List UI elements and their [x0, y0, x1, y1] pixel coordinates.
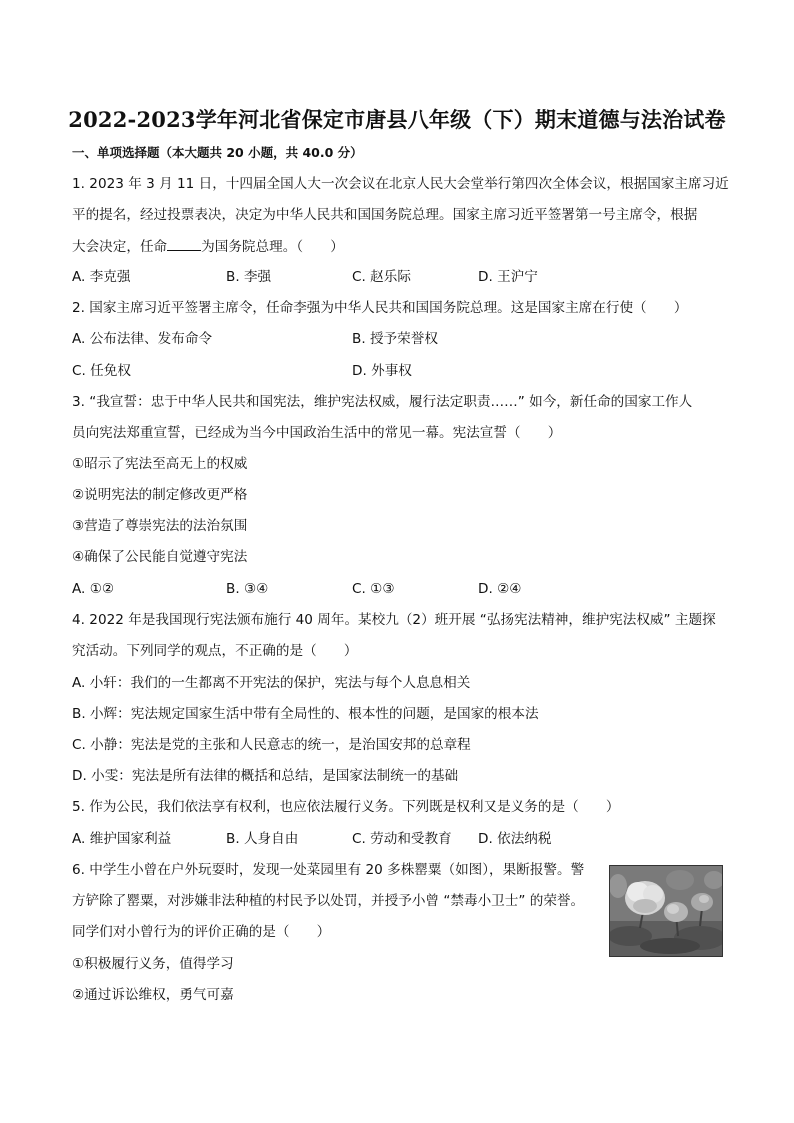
- q1-line-3-end: 为国务院总理。（ ）: [201, 239, 344, 255]
- poppy-photo: [609, 865, 723, 957]
- q2-option-b: B. 授予荣誉权: [352, 331, 438, 347]
- q4-line-2: 究活动。下列同学的观点，不正确的是（ ）: [72, 643, 358, 659]
- q4-option-a: A. 小轩：我们的一生都离不开宪法的保护，宪法与每个人息息相关: [72, 675, 471, 691]
- q1-line-2: 平的提名，经过投票表决，决定为中华人民共和国国务院总理。国家主席习近平签署第一号主席令，根据: [72, 207, 698, 223]
- q3-item-3: ③营造了尊崇宪法的法治氛围: [72, 518, 248, 534]
- q1-option-a: A. 李克强: [72, 269, 131, 285]
- q1-option-c: C. 赵乐际: [352, 269, 411, 285]
- answer-blank: [167, 237, 201, 251]
- q3-item-2: ②说明宪法的制定修改更严格: [72, 487, 248, 503]
- q5-option-a: A. 维护国家利益: [72, 831, 172, 847]
- q3-option-a: A. ①②: [72, 581, 115, 597]
- q3-line-2: 员向宪法郑重宣誓，已经成为当今中国政治生活中的常见一幕。宪法宣誓（ ）: [72, 425, 562, 441]
- q1-line-3-start: 大会决定，任命: [72, 239, 168, 255]
- q1-option-d: D. 王沪宁: [478, 269, 538, 285]
- q2-option-a: A. 公布法律、发布命令: [72, 331, 213, 347]
- q3-option-b: B. ③④: [226, 581, 269, 597]
- q4-option-d: D. 小雯：宪法是所有法律的概括和总结，是国家法制统一的基础: [72, 768, 459, 784]
- q6-item-1: ①积极履行义务，值得学习: [72, 956, 234, 972]
- q4-line-1: 4. 2022 年是我国现行宪法颁布施行 40 周年。某校九（2）班开展 “弘扬宪法精神，维护宪法权威” 主题探: [72, 612, 716, 628]
- q6-item-2: ②通过诉讼维权，勇气可嘉: [72, 987, 234, 1003]
- q4-option-b: B. 小辉：宪法规定国家生活中带有全局性的、根本性的问题，是国家的根本法: [72, 706, 539, 722]
- q5-option-c: C. 劳动和受教育: [352, 831, 452, 847]
- q3-line-1: 3. “我宣誓：忠于中华人民共和国宪法，维护宪法权威，履行法定职责……” 如今，新任命的国家工作人: [72, 394, 693, 410]
- exam-title: 2022-2023学年河北省保定市唐县八年级（下）期末道德与法治试卷: [68, 107, 726, 132]
- q6-line-1: 6. 中学生小曾在户外玩耍时，发现一处菜园里有 20 多株罂粟（如图），果断报警。警: [72, 862, 585, 878]
- section-heading: 一、单项选择题（本大题共 20 小题，共 40.0 分）: [72, 145, 363, 160]
- q1-line-3: [72, 237, 344, 256]
- q6-line-2: 方铲除了罂粟，对涉嫌非法种植的村民予以处罚，并授予小曾 “禁毒小卫士” 的荣誉。: [72, 893, 585, 909]
- q5-option-b: B. 人身自由: [226, 831, 299, 847]
- q5-option-d: D. 依法纳税: [478, 831, 552, 847]
- q2-option-c: C. 任免权: [72, 363, 131, 379]
- poppy-flower-illustration: [610, 866, 722, 956]
- q5-line-1: 5. 作为公民，我们依法享有权利，也应依法履行义务。下列既是权利又是义务的是（ ）: [72, 799, 620, 815]
- q2-line-1: 2. 国家主席习近平签署主席令，任命李强为中华人民共和国国务院总理。这是国家主席在行使（ ）: [72, 300, 688, 316]
- q1-option-b: B. 李强: [226, 269, 272, 285]
- q3-option-c: C. ①③: [352, 581, 395, 597]
- q2-option-d: D. 外事权: [352, 363, 412, 379]
- q3-option-d: D. ②④: [478, 581, 522, 597]
- q4-option-c: C. 小静：宪法是党的主张和人民意志的统一，是治国安邦的总章程: [72, 737, 471, 753]
- q1-line-1: 1. 2023 年 3 月 11 日，十四届全国人大一次会议在北京人民大会堂举行第四次全体会议，根据国家主席习近: [72, 176, 729, 192]
- q6-line-3: 同学们对小曾行为的评价正确的是（ ）: [72, 924, 331, 940]
- q3-item-4: ④确保了公民能自觉遵守宪法: [72, 549, 248, 565]
- q3-item-1: ①昭示了宪法至高无上的权威: [72, 456, 248, 472]
